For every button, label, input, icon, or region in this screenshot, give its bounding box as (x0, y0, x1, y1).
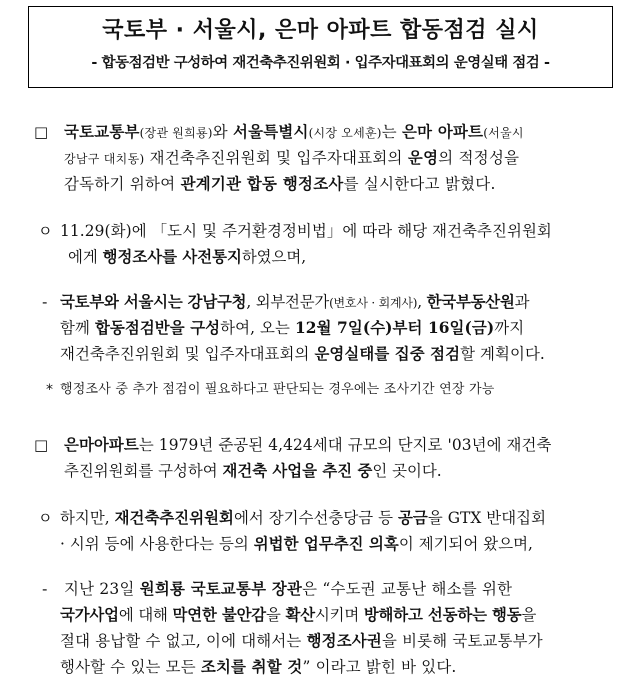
text-span: 에서 장기수선충당금 등 (233, 509, 398, 527)
text-span: 을 GTX 반대집회 (427, 509, 546, 527)
text-span: , 외부전문가 (246, 293, 330, 311)
text-span: 합동점검반을 구성 (94, 319, 221, 337)
section1-paragraph2 (60, 218, 552, 270)
text-span: 의 적정성을 (438, 149, 520, 167)
text-span: 인 곳이다. (372, 462, 442, 480)
text-span: , (417, 293, 427, 311)
section1-paragraph1 (64, 119, 524, 145)
text-span: 재건축추진위원회 및 입주자대표회의 (60, 345, 315, 363)
text-span: (시장 오세훈) (308, 126, 382, 140)
text-span: 에게 (68, 248, 103, 266)
section1-note: 행정조사 중 추가 점검이 필요하다고 판단되는 경우에는 조사기간 연장 가능 (60, 382, 495, 397)
title-box (28, 6, 613, 88)
text-span: 행사할 수 있는 모든 (60, 658, 201, 676)
text-span: 감독하기 위하여 (64, 175, 181, 193)
circle-bullet: ㅇ (38, 509, 53, 527)
text-span: 서울특별시 (233, 123, 309, 141)
text-span: (변호사 · 회계사) (329, 296, 418, 310)
text-span: 재건축추진위원회 및 입주자대표회의 (144, 149, 408, 167)
text-span: 11.29(화)에 「도시 및 주거환경정비법」에 따라 해당 재건축추진위원회 (60, 222, 552, 240)
text-span: 운영실태를 집중 점검 (314, 345, 461, 363)
text-span: 조치를 취할 것 (200, 658, 303, 676)
section2-paragraph2 (60, 505, 546, 557)
text-span: 는 (381, 123, 402, 141)
text-span: 방해하고 선동하는 행동 (363, 606, 522, 624)
text-span: 이 제기되어 왔으며, (398, 535, 533, 553)
text-span: 하지만, (60, 509, 115, 527)
text-span: 을 (521, 606, 537, 624)
text-span: 행정조사권 (306, 632, 382, 650)
text-span: 함께 (60, 319, 95, 337)
section1-paragraph3 (60, 289, 545, 367)
text-span: 절대 용납할 수 없고, 이에 대해서는 (60, 632, 307, 650)
text-span: 막연한 불안감 (172, 606, 267, 624)
text-span: 국토부와 서울시는 강남구청 (60, 293, 247, 311)
text-span: 은마 아파트 (402, 123, 484, 141)
text-span: 재건축추진위원회 (114, 509, 234, 527)
section2-paragraph3 (60, 576, 543, 680)
text-span: 지난 23일 (64, 580, 140, 598)
dash-bullet: - (42, 580, 48, 598)
text-span: 할 계획이다. (460, 345, 545, 363)
text-span: (서울시 (483, 126, 524, 140)
text-span: 와 (212, 123, 233, 141)
text-span: (장관 원희룡) (139, 126, 213, 140)
text-span: 시키며 (314, 606, 364, 624)
text-span: · 시위 등에 사용한다는 등의 (60, 535, 254, 553)
text-span: 과 (514, 293, 530, 311)
text-span: 재건축 사업을 추진 중 (222, 462, 373, 480)
text-span: 은 “수도권 교통난 해소를 위한 (302, 580, 513, 598)
text-span: 행정조사를 사전통지 (102, 248, 242, 266)
text-span: 원희룡 국토교통부 장관 (139, 580, 303, 598)
text-span: 을 (266, 606, 286, 624)
square-bullet: □ (34, 123, 49, 141)
square-bullet: □ (34, 436, 49, 454)
text-span: 운영 (407, 149, 439, 167)
text-span: 에 대해 (118, 606, 173, 624)
text-span: 국토교통부 (64, 123, 140, 141)
text-span: 하여, 오는 (220, 319, 295, 337)
text-span: 위법한 업무추진 의혹 (253, 535, 399, 553)
section2-paragraph1 (64, 432, 551, 484)
asterisk-bullet: * (46, 382, 53, 398)
text-span: 추진위원회를 구성하여 (64, 462, 223, 480)
text-span: 하였으며, (241, 248, 307, 266)
text-span: 을 비롯해 국토교통부가 (381, 632, 543, 650)
text-span: 강남구 대치동) (64, 152, 145, 166)
text-span: 관계기관 합동 행정조사 (180, 175, 344, 193)
section1-paragraph1-cont (64, 145, 519, 197)
text-span: 는 1979년 준공된 4,424세대 규모의 단지로 '03년에 재건축 (138, 436, 552, 454)
text-span: 까지 (494, 319, 525, 337)
text-span: 공금 (398, 509, 428, 527)
page-title: 국토부 · 서울시, 은마 아파트 합동점검 실시 (102, 18, 539, 43)
text-span: ” 이라고 밝힌 바 있다. (302, 658, 457, 676)
text-span: 를 실시한다고 밝혔다. (343, 175, 496, 193)
page-subtitle: - 합동점검반 구성하여 재건축추진위원회 · 입주자대표회의 운영실태 점검 - (91, 55, 550, 71)
dash-bullet: - (42, 293, 48, 311)
text-span: 은마아파트 (64, 436, 139, 454)
text-span: 국가사업 (60, 606, 119, 624)
text-span: 한국부동산원 (426, 293, 515, 311)
text-span: 12월 7일(수)부터 16일(금) (295, 319, 495, 337)
text-span: 확산 (285, 606, 315, 624)
circle-bullet: ㅇ (38, 222, 53, 240)
